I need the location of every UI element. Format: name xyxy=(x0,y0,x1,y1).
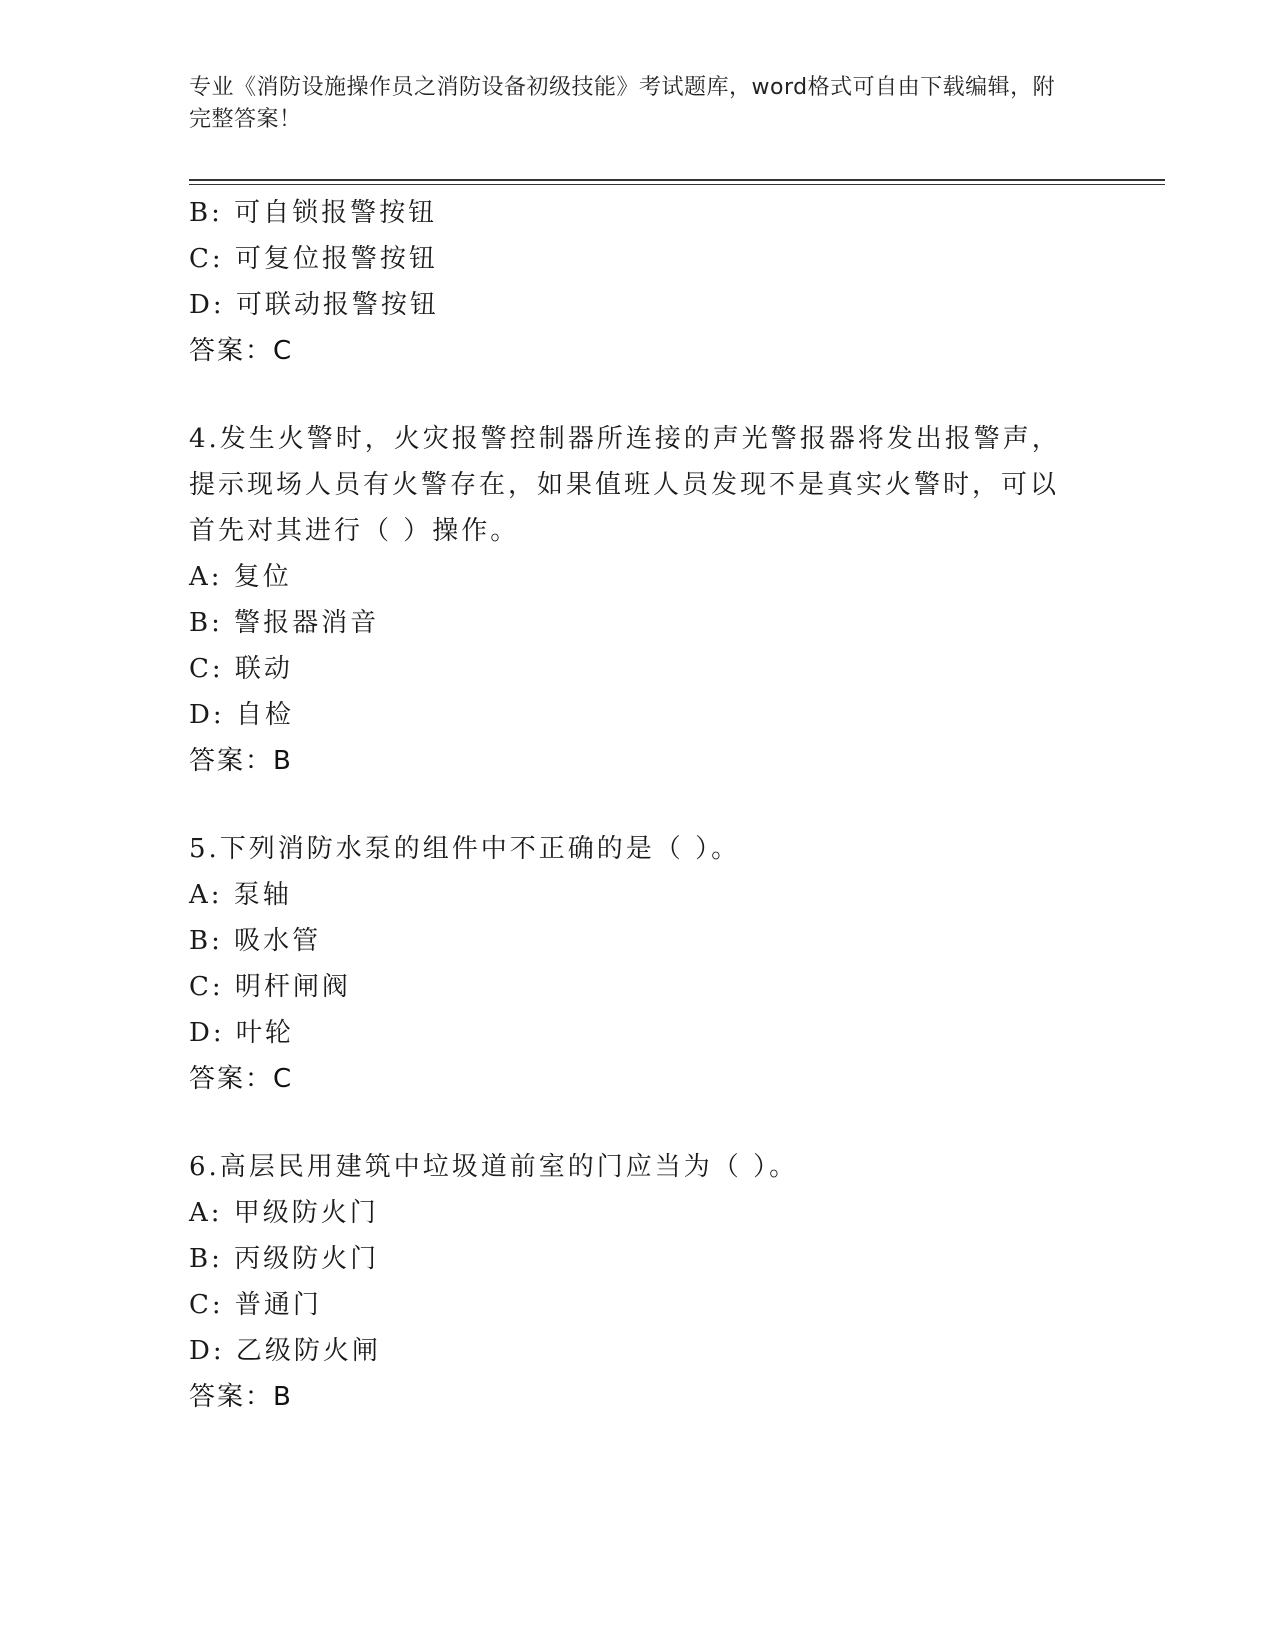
question-text-line: 4.发生火警时，火灾报警控制器所连接的声光警报器将发出报警声， xyxy=(189,424,1061,454)
question-block-5 xyxy=(189,826,1089,1102)
option-c: C: 明杆闸阀 xyxy=(189,972,351,1002)
document-header: 专业《消防设施操作员之消防设备初级技能》考试题库，word格式可自由下载编辑，附完整答案！ xyxy=(189,75,1056,132)
option-d: D: 乙级防火闸 xyxy=(189,1336,381,1366)
option-b: B: 可自锁报警按钮 xyxy=(189,198,438,228)
option-b: B: 丙级防火门 xyxy=(189,1244,380,1274)
answer-line: 答案：C xyxy=(189,1064,294,1094)
answer-line: 答案：B xyxy=(189,746,293,776)
answer-line: 答案：C xyxy=(189,336,294,366)
question-text-line: 5.下列消防水泵的组件中不正确的是（ ）。 xyxy=(189,834,741,864)
option-d: D: 自检 xyxy=(189,700,294,730)
option-a: A: 复位 xyxy=(189,562,292,592)
option-b: B: 吸水管 xyxy=(189,926,322,956)
option-d: D: 可联动报警按钮 xyxy=(189,290,439,320)
question-text-line: 6.高层民用建筑中垃圾道前室的门应当为（ ）。 xyxy=(189,1152,799,1182)
option-c: C: 联动 xyxy=(189,654,293,684)
option-a: A: 泵轴 xyxy=(189,880,292,910)
option-d: D: 叶轮 xyxy=(189,1018,294,1048)
question-block-4 xyxy=(189,416,1089,784)
question-text-line: 首先对其进行（ ）操作。 xyxy=(189,516,520,546)
answer-line: 答案：B xyxy=(189,1382,293,1412)
question-list xyxy=(189,190,1089,1420)
header-divider-thick xyxy=(189,179,1165,181)
question-text-line: 提示现场人员有火警存在，如果值班人员发现不是真实火警时，可以 xyxy=(189,470,1060,500)
option-c: C: 可复位报警按钮 xyxy=(189,244,438,274)
question-block-3 xyxy=(189,190,1089,374)
question-block-6 xyxy=(189,1144,1089,1420)
option-c: C: 普通门 xyxy=(189,1290,322,1320)
header-divider-thin xyxy=(189,184,1165,185)
option-a: A: 甲级防火门 xyxy=(189,1198,379,1228)
option-b: B: 警报器消音 xyxy=(189,608,380,638)
